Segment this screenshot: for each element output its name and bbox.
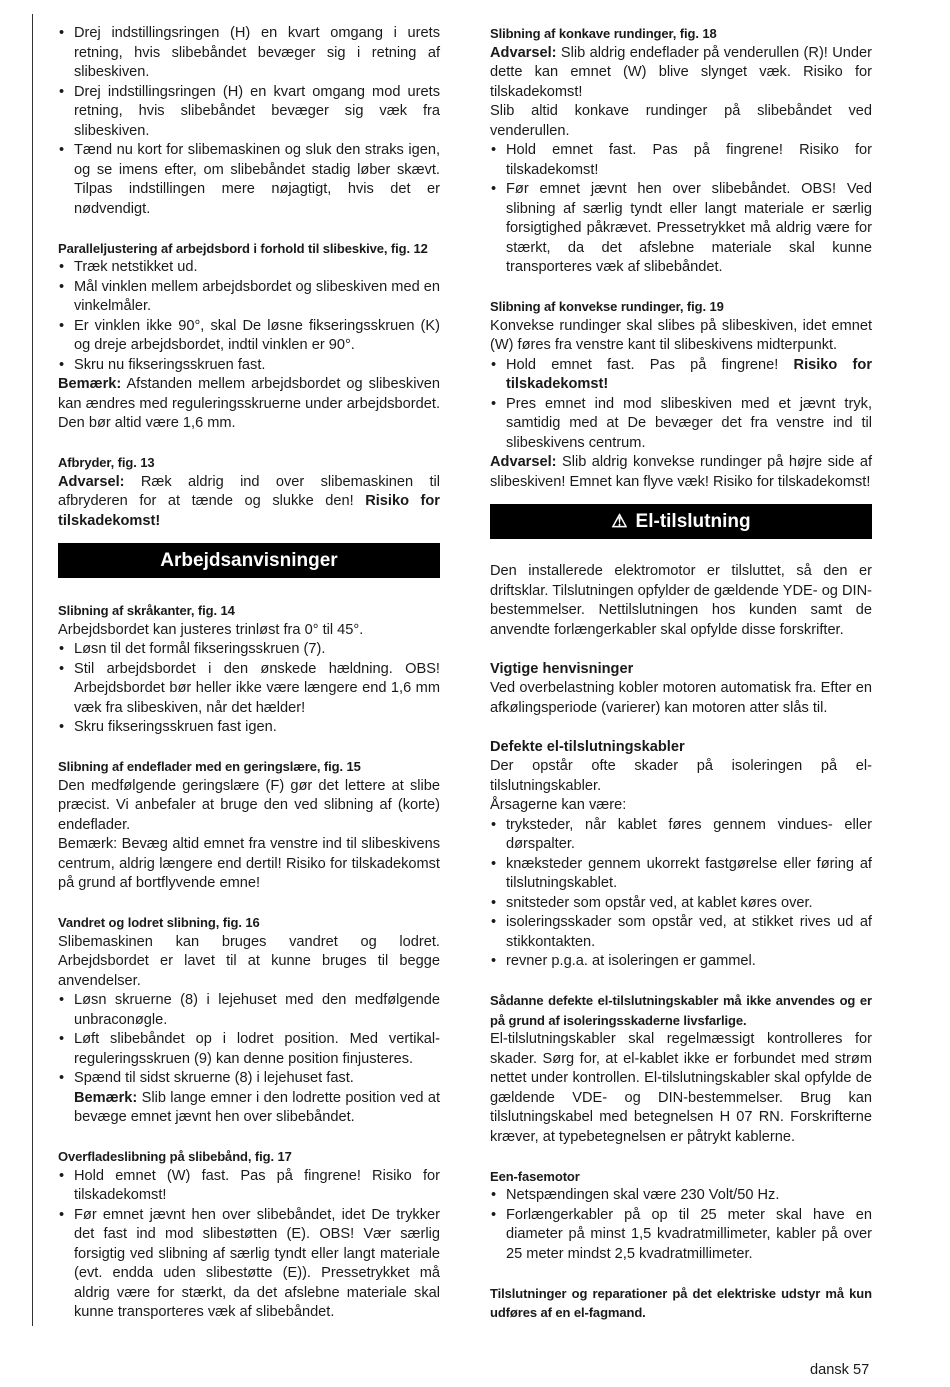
section-bar-title: Arbejdsanvisninger (58, 543, 440, 578)
bevel-list (58, 640, 440, 738)
paragraph: Der opstår ofte skader på isoleringen på el-tilslutningskabler. (490, 758, 872, 794)
paragraph: Årsagerne kan være: (490, 797, 627, 813)
section-heading: Slibning af endeflader med en geringslære, fig. 15 (58, 759, 361, 774)
list-item: • Drej indstillingsringen (H) en kvart omgang mod urets retning, hvis slibebåndet bevæger sig væk fra slibeskiven. (58, 83, 440, 142)
list-item: • Tænd nu kort for slibemaskinen og sluk den straks igen, og se imens efter, om slibebåndet stadig løber skævt. Tilpas indstillingen mere nøjagtigt, hvis det er nødvendigt. (58, 141, 440, 219)
list-item: • Løsn skruerne (8) i lejehuset med den medfølgende unbraconøgle. (58, 991, 440, 1030)
warning-text: Slib aldrig endeflader på venderullen (R)! Under dette kan emnet (W) blive slynget væk. Risiko for tilskadekomst! (490, 44, 872, 100)
list-item: • revner p.g.a. at isoleringen er gammel. (490, 952, 872, 972)
warning-label: Advarsel: (490, 454, 557, 470)
section-heading: Overfladeslibning på slibebånd, fig. 17 (58, 1149, 292, 1164)
section-heading: Vigtige henvisninger (490, 660, 634, 677)
list-item: • knæksteder gennem ukorrekt fastgørelse eller føring af tilslutningskablet. (490, 855, 872, 894)
list-item: • Er vinklen ikke 90°, skal De løsne fikseringsskruen (K) og dreje arbejdsbordet, indtil vinklen er 90°. (58, 317, 440, 356)
paragraph: El-tilslutningskabler skal regelmæssigt kontrolleres for skader. Sørg for, at el-kablet ikke er forbundet med strøm nettet under kontrollen. El-tilslutningskabler skal opfylde de gældende VDE- og DIN-bestemmelser. Brug kan tilslutningskabel med betegnelsen H 07 RN. Forskrifterne kræver, at typebetegnelsen er påtrykt kablerne. (490, 1031, 872, 1145)
note-paragraph (58, 1089, 440, 1128)
list-item: • Drej indstillingsringen (H) en kvart omgang i urets retning, hvis slibebåndet bevæger sig i retning af slibeskiven. (58, 24, 440, 83)
paragraph: Konvekse rundinger skal slibes på slibeskiven, idet emnet (W) føres fra venstre kant til slibeskivens midterpunkt. (490, 317, 872, 353)
paragraph: Den medfølgende geringslære (F) gør det lettere at slibe præcist. Vi anbefaler at bruge den ved slibning af (korte) endeflader. (58, 777, 440, 833)
list-item: • isoleringsskader som opstår ved, at stikket rives ud af stikkontakten. (490, 913, 872, 952)
horiz-list (58, 991, 440, 1089)
list-item: • Skru nu fikseringsskruen fast. (58, 356, 440, 376)
section-heading: Slibning af konvekse rundinger, fig. 19 (490, 299, 724, 314)
warning-label: Advarsel: (58, 473, 125, 490)
warning-text: Ræk aldrig ind over slibemaskinen til afbryderen for at tænde og slukke den! (58, 473, 440, 509)
list-item: • Skru fikseringsskruen fast igen. (58, 718, 440, 738)
list-item: • Netspændingen skal være 230 Volt/50 Hz. (490, 1186, 872, 1206)
warning-triangle-icon: ⚠ (611, 511, 628, 531)
section-heading: Slibning af konkave rundinger, fig. 18 (490, 26, 717, 41)
note-text: Slib lange emner i den lodrette position ved at bevæge emnet jævnt hen over slibebåndet. (74, 1089, 440, 1125)
note-label: Bemærk: (74, 1089, 138, 1106)
warning-paragraph (490, 453, 872, 492)
section-bar (490, 504, 872, 539)
paragraph: Den installerede elektromotor er tilsluttet, så den er driftsklar. Tilslutningen opfylder de gældende YDE- og DIN-bestemmelser. Nettilslutningen hos kunden samt de anvendte forlængerkabler skal opfylde disse forskrifter. (490, 563, 872, 638)
paragraph: Arbejdsbordet kan justeres trinløst fra 0° til 45°. (58, 621, 364, 638)
section-heading: Vandret og lodret slibning, fig. 16 (58, 915, 260, 930)
section-heading: Paralleljustering af arbejdsbord i forhold til slibeskive, fig. 12 (58, 240, 428, 256)
list-item: • Hold emnet (W) fast. Pas på fingrene! Risiko for tilskadekomst! (58, 1167, 440, 1206)
margin-rule (32, 14, 33, 1326)
paragraph: Slibemaskinen kan bruges vandret og lodret. Arbejdsbordet er lavet til at kunne bruges til begge anvendelser. (58, 933, 440, 989)
list-item: • Pres emnet ind mod slibeskiven med et jævnt tryk, samtidig med at De bevæger det fra venstre ind til slibeskivens centrum. (490, 395, 872, 454)
section-heading: Afbryder, fig. 13 (58, 455, 155, 470)
list-item: • Før emnet jævnt hen over slibebåndet. OBS! Ved slibning af særlig tyndt eller langt materiale er særlig forsigtighed påkrævet. Pressetrykket må aldrig være for stærkt, da det afslebne materiale skal kunne transporteres væk af slibebåndet. (490, 180, 872, 278)
right-column (490, 24, 872, 1323)
left-column (58, 24, 440, 1323)
list-item: • Før emnet jævnt hen over slibebåndet, idet De trykker det fast ind mod slibestøtten (E). OBS! Vær særlig forsigtig ved slibning af særlig tyndt eller langt materiale (evt. endda uden slibestøtte (E)). Pressetrykket må aldrig være for stærkt, da det afslebne materiale skal kunne transporteres væk af slibebåndet. (58, 1206, 440, 1323)
warning-label: Advarsel: (490, 44, 557, 61)
paragraph: Slib altid konkave rundinger på slibebåndet ved venderullen. (490, 103, 872, 139)
list-item: • Forlængerkabler på op til 25 meter skal have en diameter på minst 1,5 kvadratmillimeter, kabler på over 25 meter mindst 2,5 kvadratmillimeter. (490, 1206, 872, 1265)
section-bar-title: El-tilslutning (635, 511, 751, 532)
convex-list (490, 356, 872, 454)
list-item: • snitsteder som opstår ved, at kablet køres over. (490, 894, 872, 914)
warning-paragraph (490, 44, 872, 103)
parallel-list (58, 258, 440, 375)
section-heading: Sådanne defekte el-tilslutningskabler må ikke anvendes og er på grund af isoleringsskaderne livsfarlige. (490, 993, 872, 1028)
list-item: • Stil arbejdsbordet i den ønskede hældning. OBS! Arbejdsbordet bør heller ikke være længere end 1,6 mm væk fra slibeskiven, når det hælder! (58, 660, 440, 719)
warning-bold: Risiko for tilskadekomst! (58, 493, 440, 529)
single-phase-list (490, 1186, 872, 1264)
note-paragraph (58, 375, 440, 434)
warning-paragraph (58, 473, 440, 532)
paragraph: Ved overbelastning kobler motoren automatisk fra. Efter en afkølingsperiode (varierer) kan motoren atter slås til. (490, 680, 872, 716)
surface-list (58, 1167, 440, 1323)
list-item: • Træk netstikket ud. (58, 258, 440, 278)
page-footer: dansk 57 (810, 1362, 870, 1378)
list-item: • Spænd til sidst skruerne (8) i lejehuset fast. (58, 1069, 440, 1089)
concave-list (490, 141, 872, 278)
list-item: • Hold emnet fast. Pas på fingrene! Risiko for tilskadekomst! (490, 141, 872, 180)
item-text: Hold emnet fast. Pas på fingrene! (506, 356, 794, 373)
intro-list (58, 24, 440, 219)
section-heading: Een-fasemotor (490, 1168, 580, 1184)
list-item: • tryksteder, når kablet føres gennem vindues- eller dørspalter. (490, 816, 872, 855)
paragraph: Bemærk: Bevæg altid emnet fra venstre ind til slibeskivens centrum, aldrig længere end dertil! Risiko for tilskadekomst på grund af bortflyvende emne! (58, 836, 440, 891)
final-note: Tilslutninger og reparationer på det elektriske udstyr må kun udføres af en el-fagmand. (490, 1285, 872, 1320)
note-text: Afstanden mellem arbejdsbordet og slibeskiven kan ændres med reguleringsskruerne under arbejdsbordet. Den bør altid være 1,6 mm. (58, 376, 440, 431)
list-item: • Mål vinklen mellem arbejdsbordet og slibeskiven med en vinkelmåler. (58, 278, 440, 317)
defect-list (490, 816, 872, 972)
list-item: • Løft slibebåndet op i lodret position. Med vertikal-reguleringsskruen (9) kan denne position finjusteres. (58, 1030, 440, 1069)
section-heading: Defekte el-tilslutningskabler (490, 738, 685, 755)
note-label: Bemærk: (58, 376, 122, 392)
list-item: • Løsn til det formål fikseringsskruen (7). (58, 640, 440, 660)
section-heading: Slibning af skråkanter, fig. 14 (58, 603, 235, 618)
warning-text: Slib aldrig konvekse rundinger på højre side af slibeskiven! Emnet kan flyve væk! Risiko for tilskadekomst! (490, 454, 872, 490)
item-bold: Risiko for tilskadekomst! (506, 356, 872, 392)
list-item (490, 356, 872, 395)
